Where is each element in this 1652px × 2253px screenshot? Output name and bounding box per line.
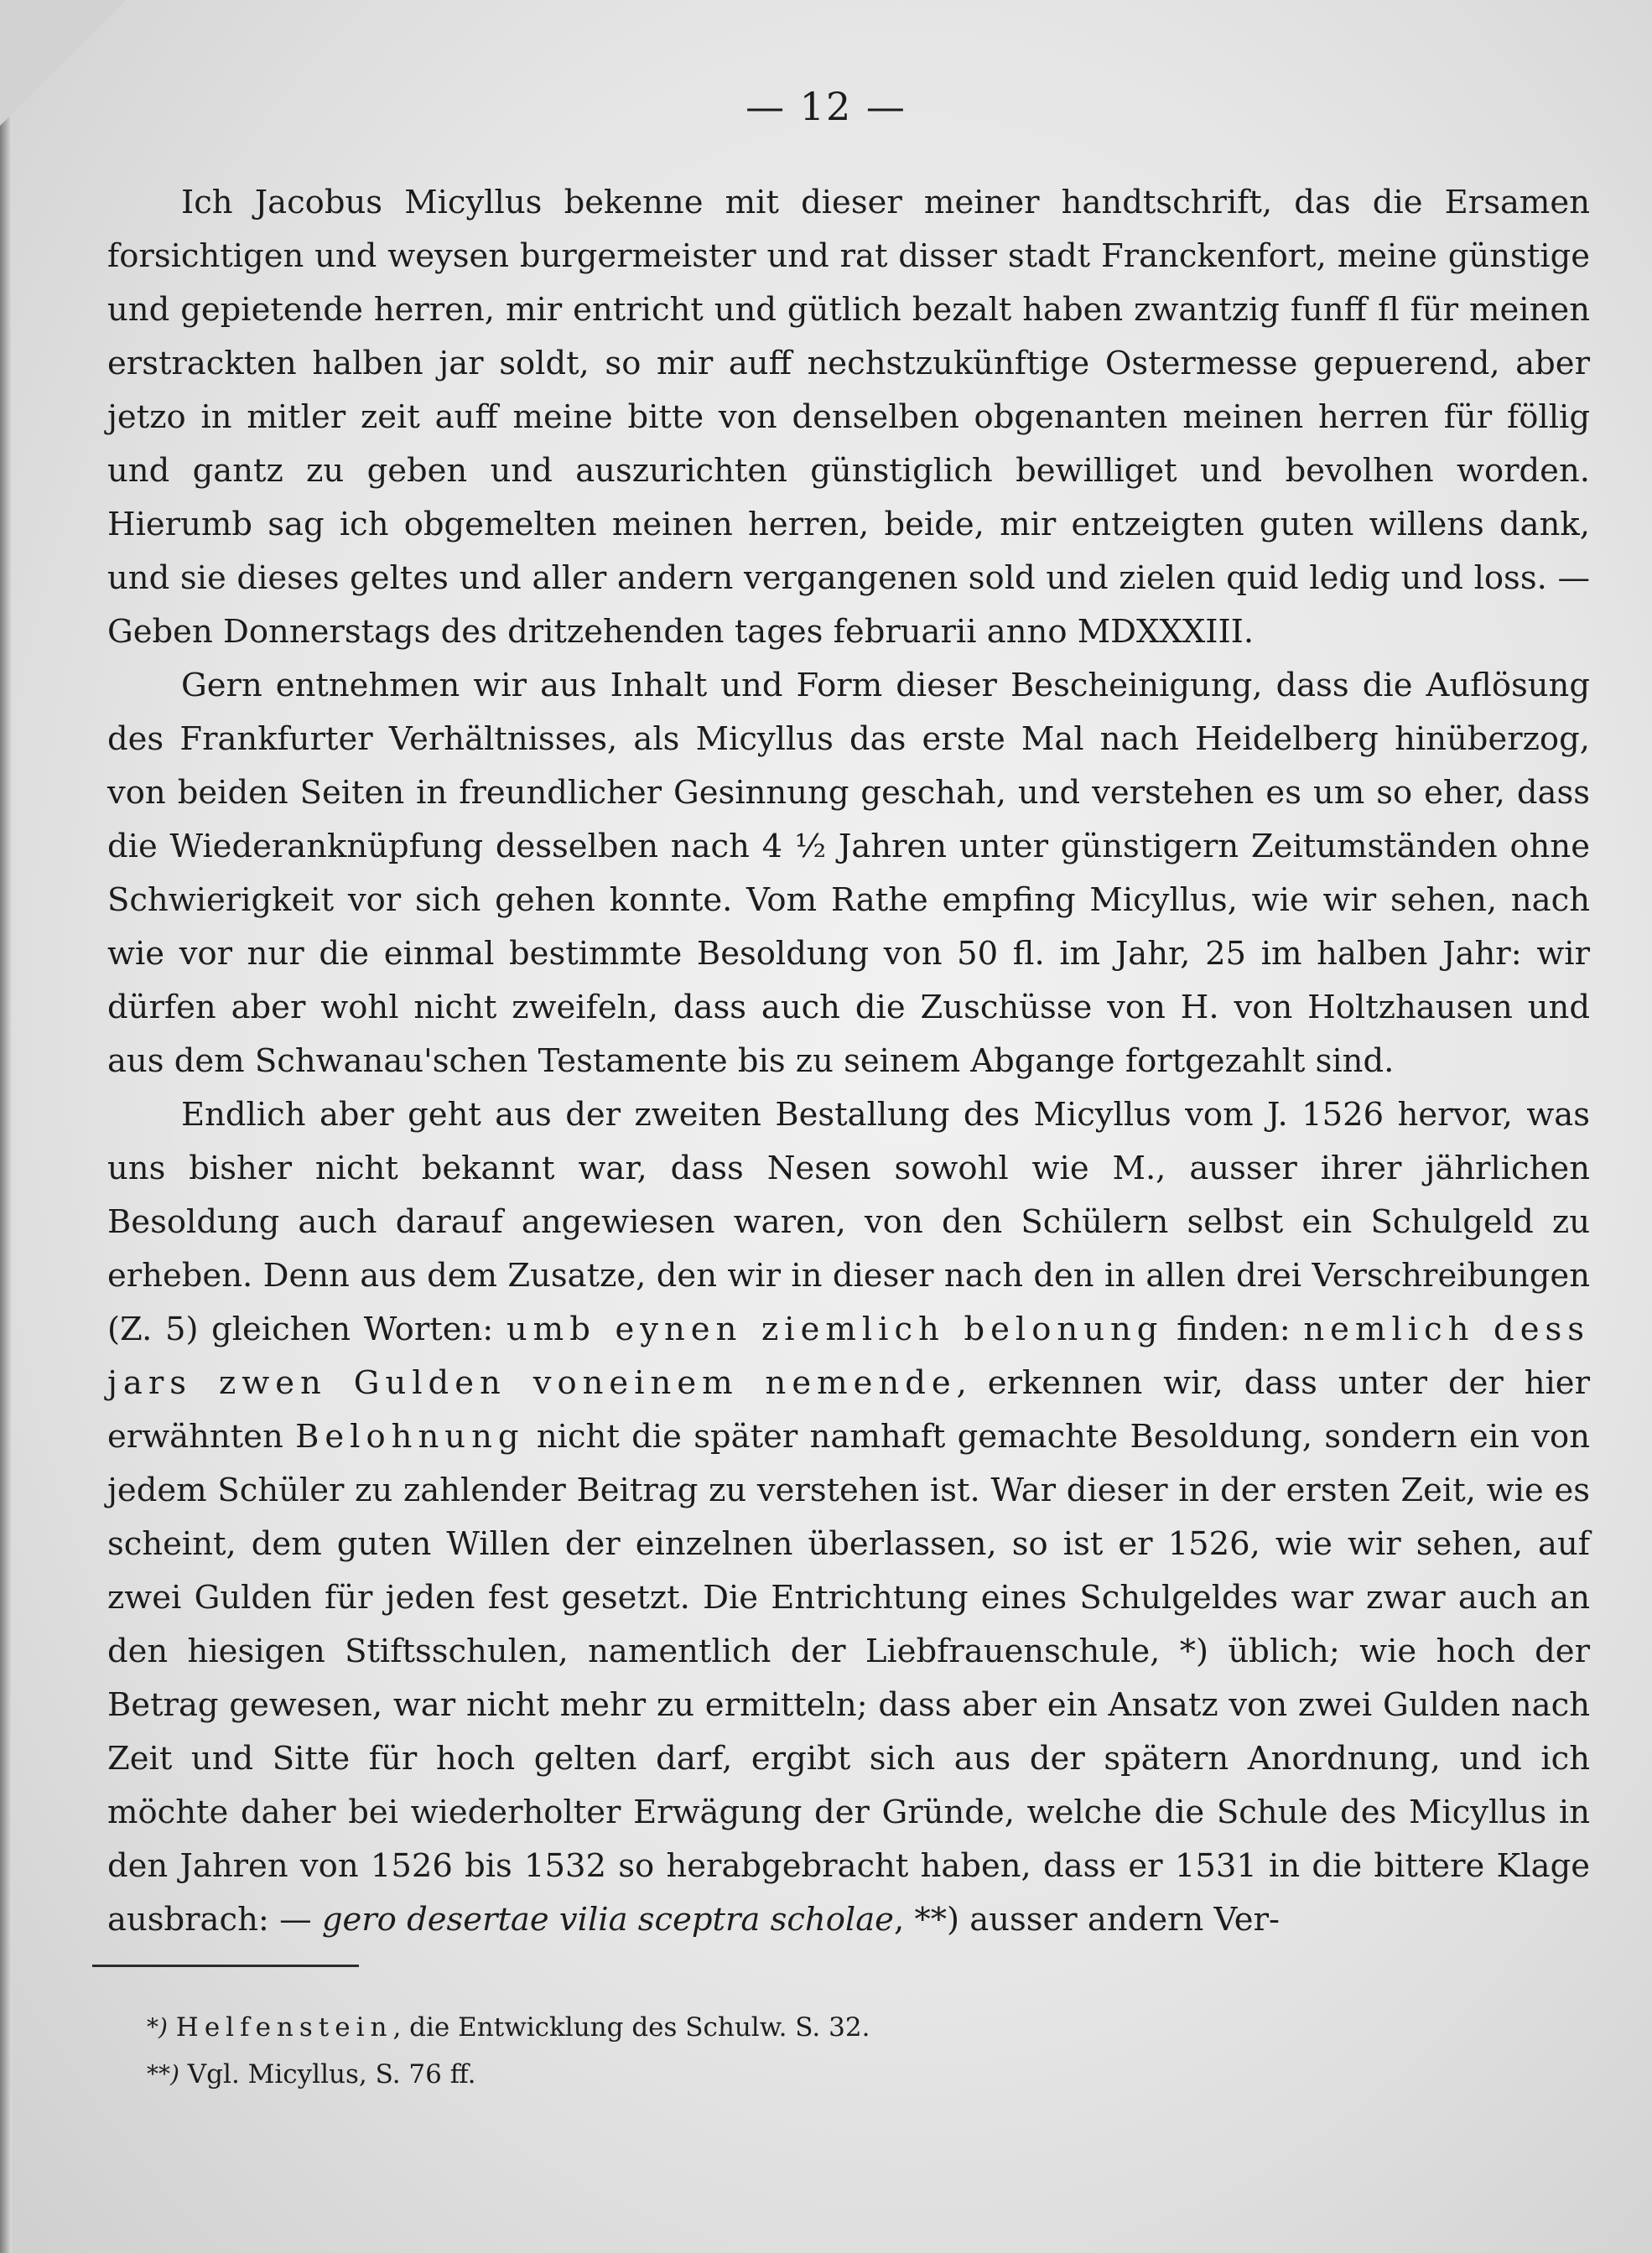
footnote-reference-2: **) xyxy=(914,1901,959,1939)
footnotes xyxy=(147,2004,1488,2098)
paragraph-interpretation: Gern entnehmen wir aus Inhalt und Form dieser Bescheinigung, dass die Auflösung des Frankfurter Verhältnisses, als Micyllus das erste Mal nach Heidelberg hinüberzog, von beiden Seiten in freundlicher Gesinnung geschah, und verstehen es um so eher, dass die Wiederanknüpfung desselben nach 4 ½ Jahren unter günstigern Zeitumständen ohne Schwierigkeit vor sich gehen konnte. Vom Rathe empfing Micyllus, wie wir sehen, nach wie vor nur die einmal bestimmte Besoldung von 50 fl. im Jahr, 25 im halben Jahr: wir dürfen aber wohl nicht zweifeln, dass auch die Zuschüsse von H. von Holtzhausen und aus dem Schwanau'schen Testamente bis zu seinem Abgange fortgezahlt sind. xyxy=(107,667,1590,1080)
footnote-text: Vgl. Micyllus, S. 76 ff. xyxy=(187,2059,476,2089)
page-number: — 12 — xyxy=(745,84,907,129)
paragraph-text-segment: nicht die später namhaft gemachte Besoldung, sondern ein von jedem Schüler zu zahlender Beitrag zu verstehen ist. War dieser in der ersten Zeit, wie es scheint, dem guten Willen der einzelnen überlassen, so ist er 1526, wie wir sehen, auf zwei Gulden für jeden fest gesetzt. Die Entrichtung eines Schulgeldes war zwar auch an den hiesigen Stiftsschulen, namentlich der Liebfrauenschule, xyxy=(107,1418,1590,1670)
footnote-separator xyxy=(92,1965,359,1967)
quoted-phrase-gulden: nemlich dess jars zwen Gulden voneinem nemende xyxy=(107,1311,1590,1402)
latin-quotation: gero desertae vilia sceptra scholae xyxy=(321,1901,894,1939)
paragraph-quittance: Ich Jacobus Micyllus bekenne mit dieser meiner handtschrift, das die Ersamen forsichtigen und weysen burgermeister und rat disser stadt Franckenfort, meine günstige und gepietende herren, mir entricht und gütlich bezalt haben zwantzig funff fl für meinen erstrackten halben jar soldt, so mir auff nechstzukünftige Ostermesse gepuerend, aber jetzo in mitler zeit auff meine bitte von denselben obgenanten meinen herren für föllig und gantz zu geben und auszurichten günstiglich bewilliget und bevolhen worden. Hierumb sag ich obgemelten meinen herren, beide, mir entzeigten guten willens dank, und sie dieses geltes und aller andern vergangenen sold und zielen quid ledig und loss. — Geben Donnerstags des dritzehenden tages februarii anno MDXXXIII. xyxy=(107,184,1590,651)
footnote-mark: *) xyxy=(147,2013,168,2041)
paragraph-text-segment: üblich; wie hoch der Betrag gewesen, war nicht mehr zu ermitteln; dass aber ein Ansatz von zwei Gulden nach Zeit und Sitte für hoch gelten darf, ergibt sich aus der spätern Anordnung, und ich möchte daher bei wiederholter Erwägung der Gründe, welche die Schule des Micyllus in den Jahren von 1526 bis 1532 so herabgebracht haben, dass er 1531 in die bittere Klage ausbrach: — xyxy=(107,1633,1590,1939)
body-text xyxy=(107,176,1590,1947)
footnote-reference-1: *) xyxy=(1179,1633,1209,1670)
footnote-mark: **) xyxy=(147,2060,179,2088)
paragraph-schulgeld xyxy=(107,1088,1590,1947)
footnote-2 xyxy=(147,2051,1488,2098)
footnote-text: , die Entwicklung des Schulw. S. 32. xyxy=(392,2012,870,2043)
paragraph-text-segment: Endlich aber geht aus der zweiten Bestallung des Micyllus vom J. 1526 hervor, was uns bisher nicht bekannt war, dass Nesen sowohl wie M., ausser ihrer jährlichen Besoldung auch darauf angewiesen waren, von den Schülern selbst ein Schulgeld zu erheben. Denn aus dem Zusatze, den wir in dieser nach den in allen drei Verschreibungen (Z. 5) gleichen Worten: xyxy=(107,1096,1590,1348)
paragraph-text-segment: , xyxy=(893,1901,905,1939)
footnote-author: Helfenstein xyxy=(175,2012,393,2043)
emphasized-word-belohnung: Belohnung xyxy=(295,1418,525,1456)
paragraph-text-segment: finden: xyxy=(1177,1311,1291,1348)
page-left-edge-shadow xyxy=(0,0,12,2253)
quoted-phrase-belonung: umb eynen ziemlich belonung xyxy=(506,1311,1164,1348)
paragraph-text-segment: ausser andern Ver- xyxy=(969,1901,1281,1939)
footnote-1 xyxy=(147,2004,1488,2051)
paragraph-text-segment: , erkennen wir, dass unter der hier erwähnten xyxy=(107,1364,1590,1456)
